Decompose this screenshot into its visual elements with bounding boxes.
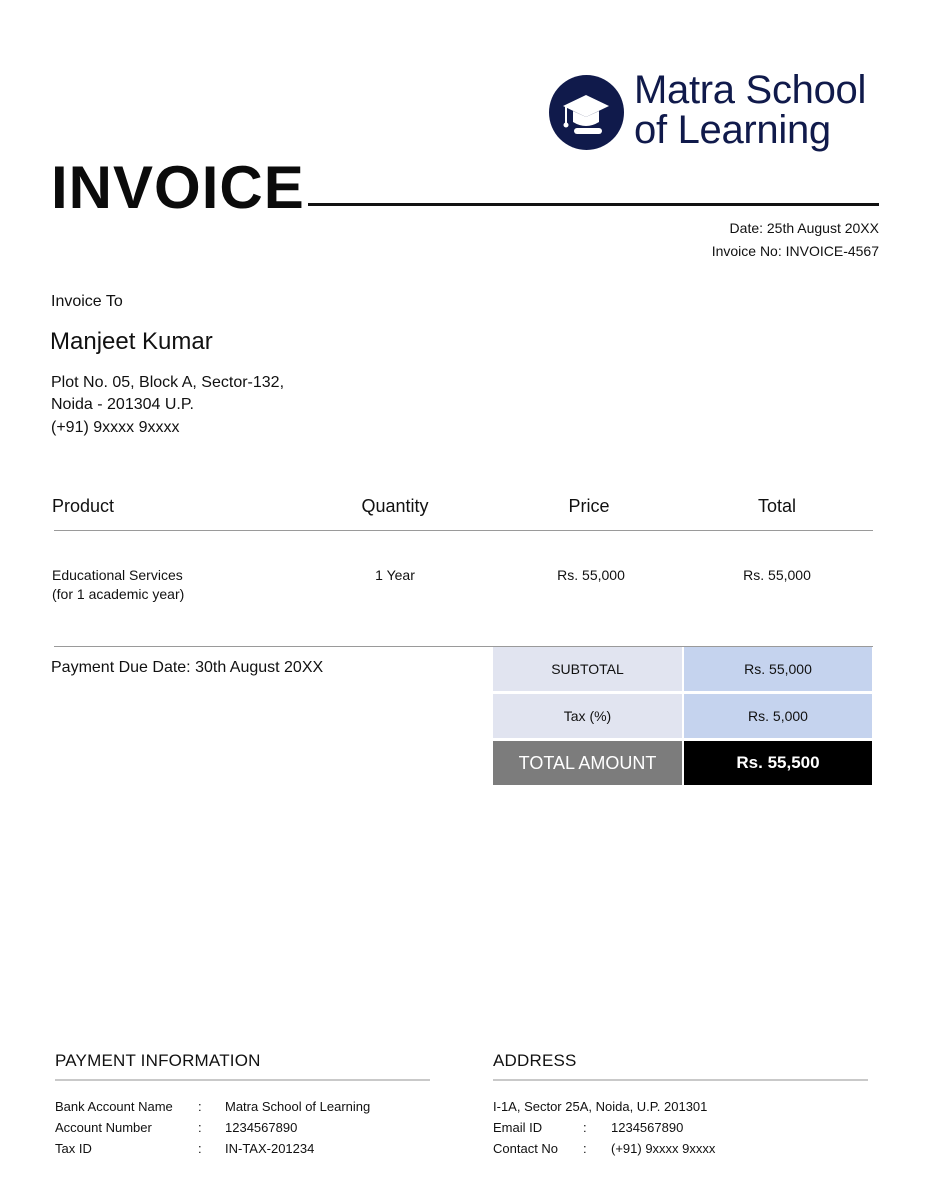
school-logo (549, 75, 624, 150)
payment-info-heading: PAYMENT INFORMATION (55, 1051, 261, 1070)
address-divider (493, 1079, 868, 1081)
payment-info-value-bank: Matra School of Learning (225, 1099, 371, 1114)
product-description: (for 1 academic year) (52, 586, 185, 602)
payment-info-label-bank: Bank Account Name (55, 1099, 173, 1114)
client-name: Manjeet Kumar (50, 328, 213, 355)
subtotal-label: SUBTOTAL (493, 647, 682, 691)
total-amount-value: Rs. 55,500 (684, 741, 872, 785)
invoice-to-label: Invoice To (51, 293, 123, 310)
invoice-date: Date: 25th August 20XX (729, 220, 879, 236)
payment-due-date: Payment Due Date: 30th August 20XX (51, 659, 324, 676)
col-header-total: Total (757, 496, 797, 516)
graduation-cap-icon (549, 75, 624, 150)
school-name-line1: Matra School (634, 68, 867, 112)
tax-value: Rs. 5,000 (684, 694, 872, 738)
title-divider (308, 203, 879, 206)
address-sep: : (583, 1120, 587, 1135)
row-total: Rs. 55,000 (743, 567, 811, 583)
school-name (634, 70, 866, 150)
table-header-divider (54, 530, 873, 531)
col-header-quantity: Quantity (361, 496, 429, 516)
invoice-number: Invoice No: INVOICE-4567 (711, 243, 879, 259)
school-name-line2: of Learning (634, 108, 831, 152)
total-amount-label: TOTAL AMOUNT (493, 741, 682, 785)
table-row (52, 566, 184, 604)
payment-info-value-account: 1234567890 (225, 1120, 298, 1135)
address-value-contact: (+91) 9xxxx 9xxxx (611, 1141, 716, 1156)
address-sep: : (583, 1141, 587, 1156)
payment-info-value-tax: IN-TAX-201234 (225, 1141, 315, 1156)
client-phone: (+91) 9xxxx 9xxxx (51, 419, 180, 436)
row-quantity: 1 Year (375, 567, 415, 583)
client-address-line1: Plot No. 05, Block A, Sector-132, (51, 374, 285, 391)
payment-info-sep: : (198, 1141, 202, 1156)
payment-info-label-account: Account Number (55, 1120, 152, 1135)
subtotal-value: Rs. 55,000 (684, 647, 872, 691)
payment-info-sep: : (198, 1120, 202, 1135)
address-value-email: 1234567890 (611, 1120, 684, 1135)
address-label-email: Email ID (493, 1120, 543, 1135)
client-address-line2: Noida - 201304 U.P. (51, 396, 194, 413)
payment-info-label-tax: Tax ID (55, 1141, 92, 1156)
payment-info-divider (55, 1079, 430, 1081)
tax-label: Tax (%) (493, 694, 682, 738)
row-price: Rs. 55,000 (557, 567, 625, 583)
col-header-price: Price (568, 496, 610, 516)
page-title: INVOICE (51, 154, 305, 221)
address-label-contact: Contact No (493, 1141, 559, 1156)
col-header-product: Product (52, 496, 115, 516)
address-heading: ADDRESS (493, 1051, 577, 1070)
product-name: Educational Services (52, 567, 183, 583)
payment-info-sep: : (198, 1099, 202, 1114)
address-line: I-1A, Sector 25A, Noida, U.P. 201301 (493, 1099, 708, 1114)
